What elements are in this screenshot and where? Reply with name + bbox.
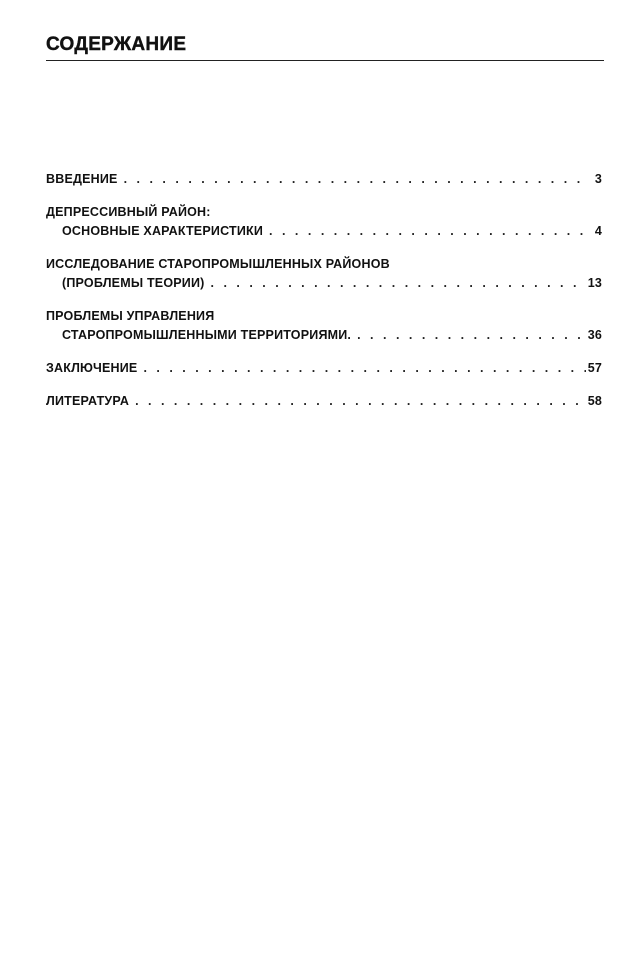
dot-leader [269,222,586,241]
page-title: СОДЕРЖАНИЕ [46,34,187,55]
dot-leader [124,170,586,189]
toc-entry-old-industrial-research[interactable] [46,255,602,293]
toc-entry-conclusion[interactable] [46,359,602,378]
dot-leader [143,359,585,378]
table-of-contents [46,170,602,411]
contents-header [46,34,604,61]
dot-leader [135,392,586,411]
header-divider [46,60,604,61]
toc-entry-management-problems[interactable] [46,307,602,345]
toc-entry-subtitle: ОСНОВНЫЕ ХАРАКТЕРИСТИКИ [62,224,264,238]
toc-entry-introduction[interactable] [46,170,602,189]
toc-page-number: 36 [587,328,602,342]
toc-entry-title: ИССЛЕДОВАНИЕ СТАРОПРОМЫШЛЕННЫХ РАЙОНОВ [46,257,390,271]
toc-page-number: 4 [594,224,602,238]
toc-entry-depressed-region[interactable] [46,203,602,241]
toc-entry-subtitle: (ПРОБЛЕМЫ ТЕОРИИ) [62,276,205,290]
toc-page-number: 57 [587,361,602,375]
toc-entry-literature[interactable] [46,392,602,411]
dot-leader [357,326,586,345]
toc-entry-title: ВВЕДЕНИЕ [46,172,118,186]
dot-leader [211,274,586,293]
toc-entry-title: ДЕПРЕССИВНЫЙ РАЙОН: [46,205,211,219]
toc-entry-title: ЛИТЕРАТУРА [46,394,130,408]
toc-page-number: 58 [587,394,602,408]
toc-entry-subtitle: СТАРОПРОМЫШЛЕННЫМИ ТЕРРИТОРИЯМИ. [62,328,352,342]
toc-entry-title: ПРОБЛЕМЫ УПРАВЛЕНИЯ [46,309,215,323]
toc-entry-title: ЗАКЛЮЧЕНИЕ [46,361,138,375]
toc-page-number: 3 [594,172,602,186]
toc-page-number: 13 [587,276,602,290]
